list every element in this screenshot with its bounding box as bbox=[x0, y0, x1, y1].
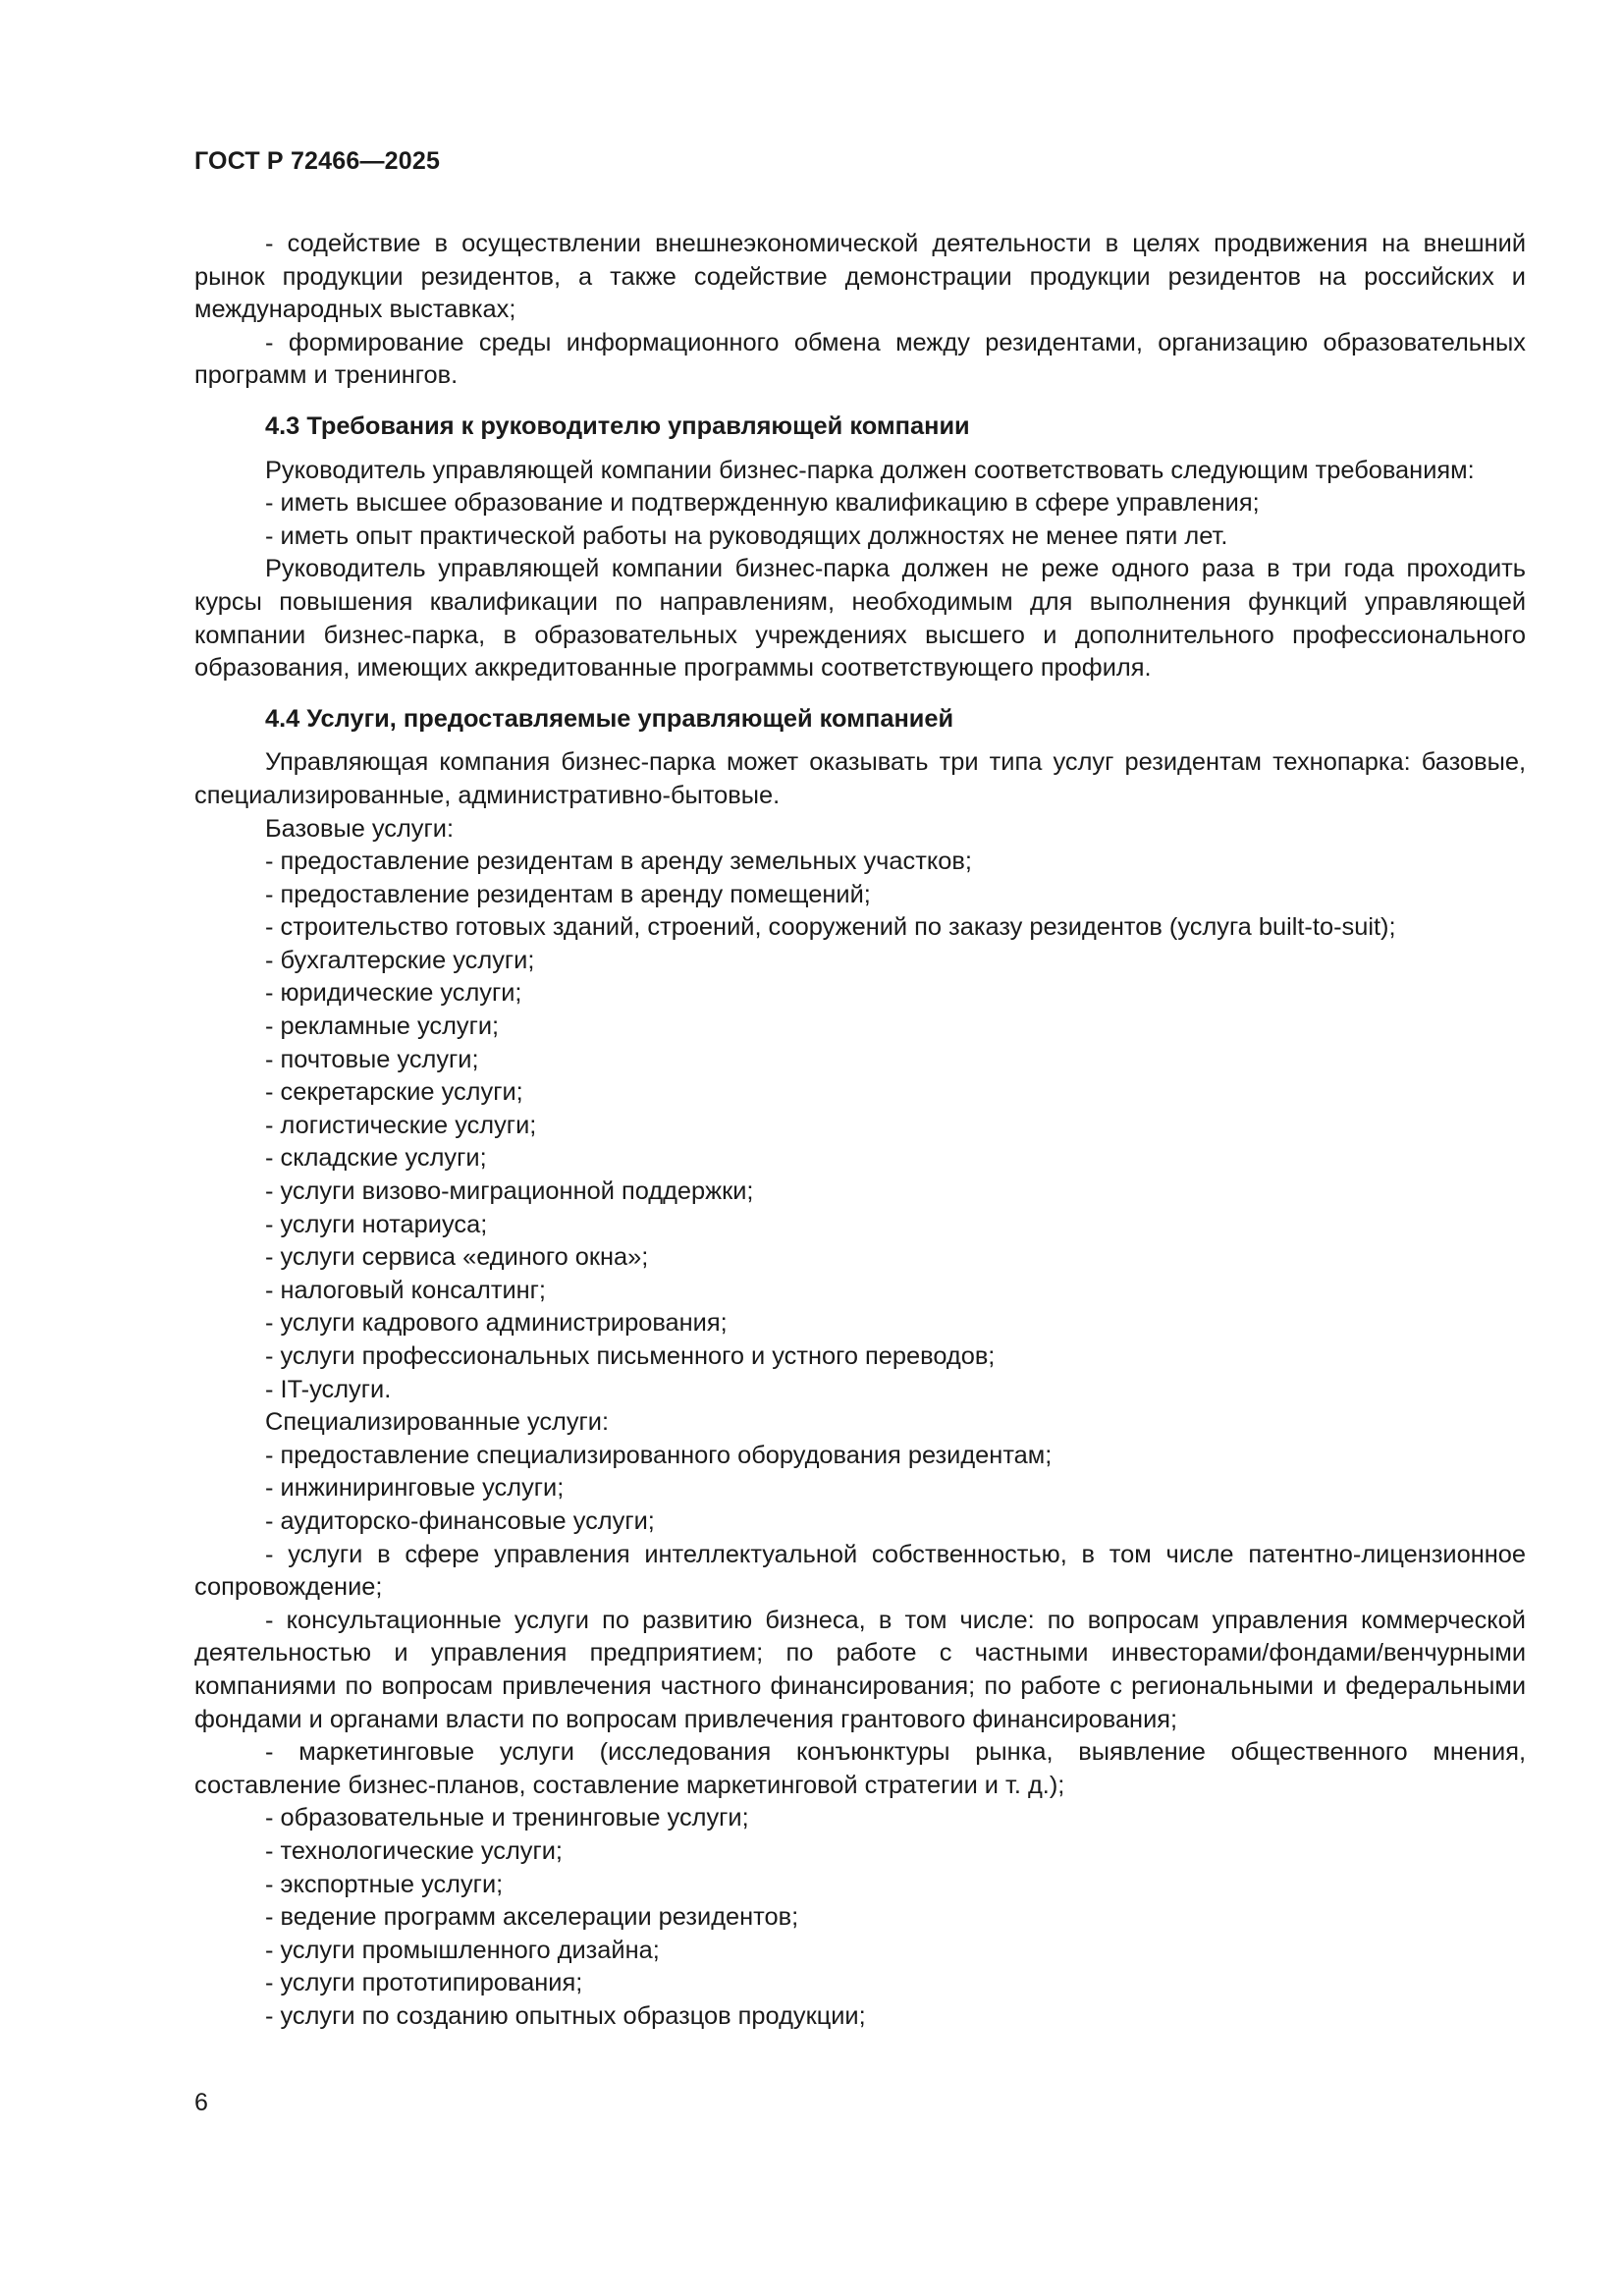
section-4-4-intro: Управляющая компания бизнес-парка может оказывать три типа услуг резидентам технопарка: базовые, специализированные, административно-бытовые. bbox=[194, 748, 1526, 809]
list-item: - услуги визово-миграционной поддержки; bbox=[265, 1177, 754, 1206]
list-item: - строительство готовых зданий, строений, сооружений по заказу резидентов (услуга built-to-suit); bbox=[265, 913, 1396, 942]
list-item: - услуги промышленного дизайна; bbox=[265, 1936, 660, 1964]
list-item: - рекламные услуги; bbox=[265, 1012, 500, 1041]
list-item: - налоговый консалтинг; bbox=[265, 1276, 546, 1304]
section-heading-4-4: 4.4 Услуги, предоставляемые управляющей компанией bbox=[265, 704, 954, 733]
section-4-3-outro: Руководитель управляющей компании бизнес-парка должен не реже одного раза в три года проходить курсы повышения квалификации по направлениям, необходимым для выполнения функций управляющей компании бизнес-парка, в образовательных учреждениях высшего и дополнительного профессионального образования, имеющих аккредитованные программы соответствующего профиля. bbox=[194, 555, 1526, 683]
list-item: - бухгалтерские услуги; bbox=[265, 946, 535, 974]
section-4-3-intro: Руководитель управляющей компании бизнес-парка должен соответствовать следующим требованиям: bbox=[265, 456, 1475, 484]
list-item: - инжиниринговые услуги; bbox=[265, 1474, 565, 1503]
list-item: - секретарские услуги; bbox=[265, 1078, 523, 1107]
list-item: - иметь опыт практической работы на руководящих должностях не менее пяти лет. bbox=[265, 521, 1228, 550]
list-item: - логистические услуги; bbox=[265, 1111, 537, 1139]
basic-services-label: Базовые услуги: bbox=[265, 814, 455, 843]
list-item: - почтовые услуги; bbox=[265, 1045, 479, 1073]
list-item: - услуги кадрового администрирования; bbox=[265, 1309, 728, 1338]
paragraph-item: - формирование среды информационного обмена между резидентами, организацию образовательных программ и тренингов. bbox=[194, 328, 1526, 390]
specialized-services-label: Специализированные услуги: bbox=[265, 1408, 610, 1437]
list-item: - экспортные услуги; bbox=[265, 1870, 504, 1898]
list-item: - услуги прототипирования; bbox=[265, 1969, 583, 1997]
paragraph-item: - услуги в сфере управления интеллектуальной собственностью, в том числе патентно-лицензионное сопровождение; bbox=[194, 1540, 1526, 1602]
list-item: - технологические услуги; bbox=[265, 1836, 563, 1865]
paragraph-item: - содействие в осуществлении внешнеэкономической деятельности в целях продвижения на внешний рынок продукции резидентов, а также содействие демонстрации продукции резидентов на российских и международных выставках; bbox=[194, 230, 1526, 324]
section-heading-4-3: 4.3 Требования к руководителю управляющей компании bbox=[265, 411, 970, 440]
page-body bbox=[194, 228, 1526, 2033]
document-standard-number: ГОСТ Р 72466—2025 bbox=[194, 147, 441, 175]
list-item: - предоставление специализированного оборудования резидентам; bbox=[265, 1441, 1053, 1469]
list-item: - аудиторско-финансовые услуги; bbox=[265, 1506, 655, 1535]
list-item: - услуги сервиса «единого окна»; bbox=[265, 1243, 649, 1272]
paragraph-item: - консультационные услуги по развитию бизнеса, в том числе: по вопросам управления коммерческой деятельностью и управления предприятием; по работе с частными инвесторами/фондами/венчурными компаниями по вопросам привлечения частного финансирования; по работе с региональными и федеральными фондами и органами власти по вопросам привлечения грантового финансирования; bbox=[194, 1606, 1526, 1733]
list-item: - ведение программ акселерации резидентов; bbox=[265, 1903, 799, 1932]
list-item: - складские услуги; bbox=[265, 1144, 487, 1173]
list-item: - образовательные и тренинговые услуги; bbox=[265, 1804, 749, 1832]
list-item: - иметь высшее образование и подтвержденную квалификацию в сфере управления; bbox=[265, 489, 1260, 518]
page-number: 6 bbox=[194, 2089, 208, 2116]
list-item: - предоставление резидентам в аренду помещений; bbox=[265, 880, 871, 908]
list-item: - услуги по созданию опытных образцов продукции; bbox=[265, 2001, 866, 2030]
paragraph-item: - маркетинговые услуги (исследования конъюнктуры рынка, выявление общественного мнения, составление бизнес-планов, составление маркетинговой стратегии и т. д.); bbox=[194, 1738, 1526, 1799]
list-item: - IT-услуги. bbox=[265, 1375, 392, 1403]
list-item: - услуги профессиональных письменного и устного переводов; bbox=[265, 1342, 996, 1370]
list-item: - услуги нотариуса; bbox=[265, 1210, 488, 1238]
list-item: - предоставление резидентам в аренду земельных участков; bbox=[265, 847, 972, 876]
list-item: - юридические услуги; bbox=[265, 979, 522, 1008]
